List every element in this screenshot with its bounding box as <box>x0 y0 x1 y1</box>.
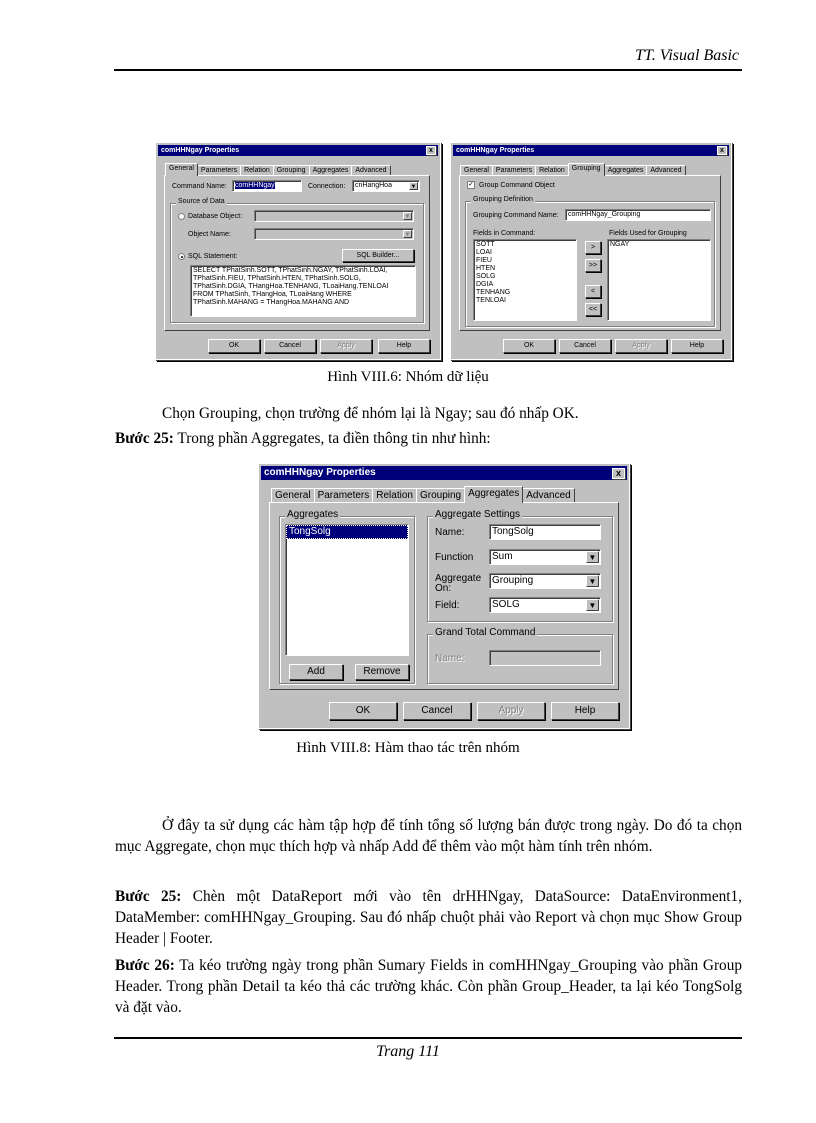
list-item[interactable]: FIEU <box>476 257 492 264</box>
tab-parameters[interactable]: Parameters <box>492 165 536 176</box>
step-text: Chèn một DataReport mới vào tên drHHNgay, DataSource: DataEnvironment1, DataMember: comHHNgay_Grouping. Sau đó nhấp chuột phải vào Report và chọn mục Show Group Header | Footer. <box>115 888 742 947</box>
list-item[interactable]: NGAY <box>610 241 630 248</box>
tab-grouping[interactable]: Grouping <box>416 488 465 503</box>
cancel-button[interactable]: Cancel <box>403 702 471 720</box>
ok-button[interactable]: OK <box>329 702 397 720</box>
sql-line: SELECT TPhatSinh.SOTT, TPhatSinh.NGAY, TPhatSinh.LOAI, <box>193 267 388 274</box>
name-input[interactable]: TongSolg <box>489 524 601 540</box>
database-object-radio[interactable] <box>178 213 185 220</box>
grouping-command-name-label: Grouping Command Name: <box>473 212 559 219</box>
cancel-button[interactable]: Cancel <box>264 339 316 353</box>
move-all-left-button[interactable]: << <box>585 303 601 316</box>
group-command-checkbox[interactable]: ✓ <box>468 181 474 188</box>
list-item[interactable]: TENLOAI <box>476 297 506 304</box>
connection-label: Connection: <box>308 183 346 190</box>
grouping-command-name-input[interactable]: comHHNgay_Grouping <box>565 209 711 221</box>
gt-name-label: Name: <box>435 653 465 664</box>
tab-relation[interactable]: Relation <box>372 488 417 503</box>
sql-line: TPhatSinh.FIEU, TPhatSinh.HTEN, TPhatSinh.SOLG, <box>193 275 361 282</box>
close-icon[interactable]: x <box>717 146 727 155</box>
header-rule <box>114 69 742 71</box>
close-icon[interactable]: x <box>612 468 625 479</box>
field-select[interactable] <box>489 597 601 613</box>
fields-in-command-list[interactable] <box>473 239 577 321</box>
step-25-aggregates <box>115 428 742 449</box>
fields-used-list[interactable] <box>607 239 711 321</box>
database-object-label: Database Object: <box>188 213 243 220</box>
tab-parameters[interactable]: Parameters <box>197 165 241 176</box>
help-button[interactable]: Help <box>671 339 723 353</box>
tab-advanced[interactable]: Advanced <box>646 165 685 176</box>
sql-builder-button[interactable]: SQL Builder... <box>342 249 414 262</box>
tab-general[interactable]: General <box>460 165 493 176</box>
tab-general[interactable]: General <box>271 488 315 503</box>
grand-total-title: Grand Total Command <box>435 627 536 638</box>
header-title: TT. Visual Basic <box>635 47 739 64</box>
aggregate-on-label-2: On: <box>435 583 452 594</box>
sql-line: TPhatSinh.DGIA, THangHoa.TENHANG, TLoaiHang.TENLOAI <box>193 283 389 290</box>
list-item[interactable]: SOLG <box>476 273 496 280</box>
source-of-data-title: Source of Data <box>178 198 225 205</box>
field-value: SOLG <box>492 599 520 610</box>
aggregate-on-value: Grouping <box>492 575 534 586</box>
move-all-right-button[interactable]: >> <box>585 259 601 272</box>
gt-name-input[interactable] <box>489 650 601 666</box>
connection-select[interactable] <box>352 180 420 192</box>
tab-aggregates[interactable]: Aggregates <box>309 165 353 176</box>
object-name-select[interactable] <box>254 228 414 240</box>
paragraph-grouping: Chọn Grouping, chọn trường để nhóm lại là Ngay; sau đó nhấp OK. <box>162 405 579 422</box>
tab-general[interactable]: General <box>165 163 198 176</box>
aggregate-on-select[interactable] <box>489 573 601 589</box>
command-name-label: Command Name: <box>172 183 227 190</box>
move-right-button[interactable]: > <box>585 241 601 254</box>
dialog-aggregates <box>258 463 630 729</box>
footer-rule <box>114 1037 742 1039</box>
name-label: Name: <box>435 527 465 538</box>
step-25-datareport <box>115 886 742 949</box>
connection-value: cnHangHoa <box>355 182 392 189</box>
chevron-down-icon[interactable]: ▼ <box>410 184 417 190</box>
ok-button[interactable]: OK <box>503 339 555 353</box>
tab-grouping[interactable]: Grouping <box>568 163 605 176</box>
dialog-title: comHHNgay Properties <box>261 466 627 480</box>
field-label: Field: <box>435 600 460 611</box>
tab-advanced[interactable]: Advanced <box>522 488 574 503</box>
dialog-general <box>155 142 441 360</box>
tab-relation[interactable]: Relation <box>240 165 274 176</box>
sql-line: TPhatSinh.MAHANG = THangHoa.MAHANG AND <box>193 299 350 306</box>
tab-aggregates[interactable]: Aggregates <box>464 486 523 503</box>
dialog-grouping <box>450 142 732 360</box>
list-item[interactable]: DGIA <box>476 281 494 288</box>
function-select[interactable] <box>489 549 601 565</box>
step-label: Bước 25: <box>115 888 182 905</box>
command-name-input[interactable] <box>232 180 302 192</box>
step-26 <box>115 955 742 1018</box>
tab-aggregates[interactable]: Aggregates <box>604 165 648 176</box>
tab-strip <box>165 163 390 175</box>
list-item[interactable]: SOTT <box>476 241 495 248</box>
step-text: Ta kéo trường ngày trong phần Sumary Fields in comHHNgay_Grouping vào phần Group Header. Trong phần Detail ta kéo thả các trường khác. Còn phần Group_Header, ta lại kéo TongSolg và đặt vào. <box>115 957 742 1016</box>
tab-grouping[interactable]: Grouping <box>273 165 310 176</box>
object-name-label: Object Name: <box>188 231 231 238</box>
page-number: Trang 111 <box>376 1043 440 1060</box>
help-button[interactable]: Help <box>378 339 430 353</box>
tab-relation[interactable]: Relation <box>535 165 569 176</box>
list-item[interactable]: TENHANG <box>476 289 511 296</box>
dialog-title: comHHNgay Properties <box>453 145 729 156</box>
chevron-down-icon[interactable]: ▼ <box>586 551 599 563</box>
aggregate-on-label: Aggregate <box>435 573 482 584</box>
database-object-select[interactable] <box>254 210 414 222</box>
apply-button[interactable]: Apply <box>320 339 372 353</box>
remove-button[interactable]: Remove <box>355 664 409 680</box>
paragraph-aggregate-explain: Ở đây ta sử dụng các hàm tập hợp để tính tổng số lượng bán được trong ngày. Do đó ta chọn mục Aggregate, chọn mục thích hợp và nhấp Add để thêm vào một hàm tính trên nhóm. <box>115 817 742 855</box>
group-command-label: Group Command Object <box>479 182 555 189</box>
command-name-value: comHHNgay <box>235 182 275 189</box>
chevron-down-icon[interactable]: ▼ <box>404 232 411 238</box>
chevron-down-icon[interactable]: ▼ <box>404 214 411 220</box>
help-button[interactable]: Help <box>551 702 619 720</box>
function-value: Sum <box>492 551 513 562</box>
dialog-title: comHHNgay Properties <box>158 145 438 156</box>
chevron-down-icon[interactable]: ▼ <box>586 599 599 611</box>
ok-button[interactable]: OK <box>208 339 260 353</box>
aggregate-settings-title: Aggregate Settings <box>435 509 521 520</box>
sql-line: FROM TPhatSinh, THangHoa, TLoaiHang WHERE <box>193 291 352 298</box>
apply-button[interactable]: Apply <box>477 702 545 720</box>
grouping-definition-title: Grouping Definition <box>473 196 533 203</box>
add-button[interactable]: Add <box>289 664 343 680</box>
step-label: Bước 26: <box>115 957 175 974</box>
tab-advanced[interactable]: Advanced <box>351 165 390 176</box>
fields-used-label: Fields Used for Grouping <box>609 230 687 237</box>
sql-statement-label: SQL Statement: <box>188 253 238 260</box>
apply-button[interactable]: Apply <box>615 339 667 353</box>
figure-caption-1: Hình VIII.6: Nhóm dữ liệu <box>327 369 489 385</box>
list-item[interactable]: TongSolg <box>286 525 408 539</box>
move-left-button[interactable]: < <box>585 285 601 298</box>
chevron-down-icon[interactable]: ▼ <box>586 575 599 587</box>
aggregates-group-title: Aggregates <box>287 509 339 520</box>
figure-caption-2: Hình VIII.8: Hàm thao tác trên nhóm <box>296 740 520 756</box>
list-item[interactable]: HTEN <box>476 265 496 272</box>
fields-in-command-label: Fields in Command: <box>473 230 536 237</box>
sql-statement-radio[interactable] <box>178 253 185 260</box>
tab-parameters[interactable]: Parameters <box>314 488 374 503</box>
function-label: Function <box>435 552 474 563</box>
close-icon[interactable]: x <box>426 146 436 155</box>
step-label: Bước 25: <box>115 430 174 447</box>
list-item[interactable]: LOAI <box>476 249 492 256</box>
step-text: Trong phần Aggregates, ta điền thông tin như hình: <box>173 430 491 447</box>
aggregates-list[interactable] <box>285 524 409 656</box>
cancel-button[interactable]: Cancel <box>559 339 611 353</box>
tab-strip <box>271 486 574 502</box>
tab-strip <box>460 163 685 175</box>
sql-statement-textarea[interactable] <box>190 265 416 317</box>
